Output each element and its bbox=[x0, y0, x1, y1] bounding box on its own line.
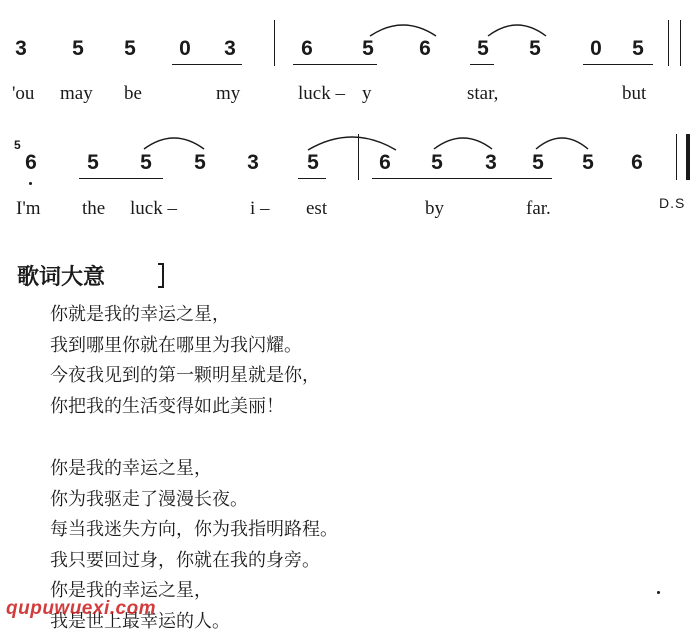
lyric-word: 'ou bbox=[12, 83, 35, 104]
note: 5 bbox=[362, 37, 374, 60]
lyric-word: the bbox=[82, 198, 106, 219]
lyric-word: my bbox=[216, 83, 241, 104]
lyric-word: star, bbox=[467, 83, 499, 104]
barline bbox=[274, 20, 275, 66]
barline bbox=[686, 134, 690, 180]
note: 3 bbox=[15, 37, 27, 60]
note: 6 bbox=[631, 151, 643, 174]
note: 5 bbox=[632, 37, 644, 60]
beam-underline bbox=[172, 64, 242, 65]
section-heading: 歌词大意 bbox=[17, 265, 106, 290]
note: 5 bbox=[582, 151, 594, 174]
lyric-line: 我是世上最幸运的人。 bbox=[50, 610, 230, 632]
lyric-line: 你把我的生活变得如此美丽！ bbox=[50, 395, 284, 417]
slur bbox=[486, 18, 548, 38]
note: 5 bbox=[87, 151, 99, 174]
lyric-word: est bbox=[306, 198, 328, 219]
lyric-line: 每当我迷失方向，你为我指明路程。 bbox=[50, 519, 338, 540]
beam-underline bbox=[298, 178, 326, 179]
beam-underline bbox=[583, 64, 653, 65]
slur bbox=[432, 131, 494, 151]
note: 5 bbox=[72, 37, 84, 60]
translated-lyrics bbox=[50, 300, 670, 637]
note: 5 bbox=[124, 37, 136, 60]
barline bbox=[680, 20, 681, 66]
note: 5 bbox=[307, 151, 319, 174]
note: 5 bbox=[529, 37, 541, 60]
lyric-line: 今夜我见到的第一颗明星就是你， bbox=[50, 365, 320, 386]
beam-underline bbox=[293, 64, 377, 65]
note: 0 bbox=[590, 37, 602, 60]
lyric-line: 你就是我的幸运之星， bbox=[50, 304, 230, 325]
lyric-word: but bbox=[622, 83, 647, 104]
page-speck bbox=[657, 591, 660, 594]
lyric-word: by bbox=[425, 198, 444, 219]
lyric-word: may bbox=[60, 83, 93, 104]
note: 3 bbox=[224, 37, 236, 60]
score-row-1 bbox=[0, 37, 700, 60]
beam-underline bbox=[372, 178, 552, 179]
beam-underline bbox=[79, 178, 163, 179]
slur bbox=[142, 131, 206, 151]
lyric-word: luck – bbox=[130, 198, 177, 219]
note: 6 bbox=[301, 37, 313, 60]
pickup-mark: 5 bbox=[14, 138, 21, 152]
score-row-2 bbox=[0, 151, 700, 174]
slur bbox=[534, 131, 590, 151]
lyric-row-1 bbox=[0, 83, 700, 104]
note: 6 bbox=[25, 151, 37, 174]
lyric-line: 你是我的幸运之星， bbox=[50, 580, 212, 601]
note: 5 bbox=[532, 151, 544, 174]
lyric-line: 我到哪里你就在哪里为我闪耀。 bbox=[50, 334, 302, 356]
note: 6 bbox=[419, 37, 431, 60]
lyric-word: luck – bbox=[298, 83, 345, 104]
beam-underline bbox=[470, 64, 494, 65]
site-watermark: qupuwuexi.com bbox=[6, 598, 157, 619]
lyric-line: 你是我的幸运之星， bbox=[50, 458, 212, 479]
note: 3 bbox=[485, 151, 497, 174]
barline bbox=[668, 20, 669, 66]
lyric-line: 你为我驱走了漫漫长夜。 bbox=[50, 488, 248, 510]
heading-bracket bbox=[158, 263, 164, 288]
note: 5 bbox=[194, 151, 206, 174]
lyric-word: be bbox=[124, 83, 142, 104]
stanza bbox=[50, 300, 670, 422]
lyric-line: 我只要回过身，你就在我的身旁。 bbox=[50, 549, 320, 571]
note: 5 bbox=[477, 37, 489, 60]
ds-mark: D.S bbox=[659, 195, 686, 211]
note: 5 bbox=[140, 151, 152, 174]
note: 0 bbox=[179, 37, 191, 60]
slur bbox=[306, 130, 398, 152]
lyric-word: y bbox=[362, 83, 372, 104]
barline bbox=[676, 134, 677, 180]
lyric-word: far. bbox=[526, 198, 551, 219]
note: 5 bbox=[431, 151, 443, 174]
note: 3 bbox=[247, 151, 259, 174]
low-octave-dot bbox=[29, 182, 32, 185]
slur bbox=[368, 18, 438, 38]
lyric-word: I'm bbox=[16, 198, 41, 219]
lyric-word: i – bbox=[250, 198, 270, 219]
note: 6 bbox=[379, 151, 391, 174]
